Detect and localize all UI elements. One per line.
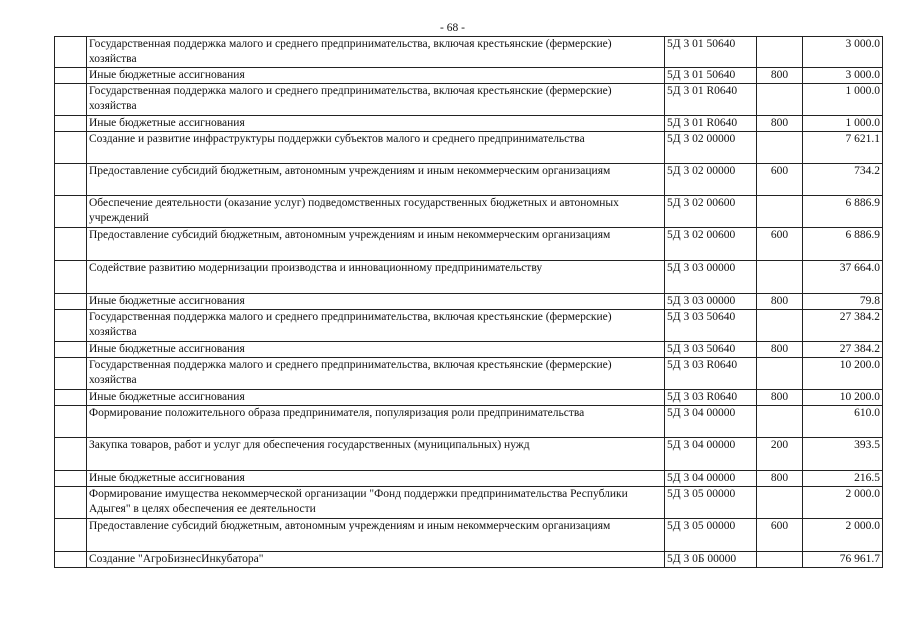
row-amount-cell: 27 384.2 bbox=[803, 342, 883, 358]
row-lead-cell bbox=[55, 471, 87, 487]
budget-table bbox=[54, 36, 883, 568]
table-row bbox=[55, 116, 883, 132]
table-row bbox=[55, 68, 883, 84]
row-lead-cell bbox=[55, 342, 87, 358]
row-type-cell bbox=[757, 358, 803, 390]
row-amount-cell: 6 886.9 bbox=[803, 228, 883, 261]
row-name-cell: Предоставление субсидий бюджетным, автономным учреждениям и иным некоммерческим организациям bbox=[87, 519, 665, 552]
table-row bbox=[55, 84, 883, 116]
row-amount-cell: 216.5 bbox=[803, 471, 883, 487]
row-code-cell: 5Д 3 01 R0640 bbox=[665, 116, 757, 132]
row-type-cell bbox=[757, 261, 803, 294]
row-code-cell: 5Д 3 02 00000 bbox=[665, 164, 757, 196]
table-row bbox=[55, 310, 883, 342]
row-name-cell: Государственная поддержка малого и среднего предпринимательства, включая крестьянские (фермерские) хозяйства bbox=[87, 84, 665, 116]
row-type-cell: 600 bbox=[757, 164, 803, 196]
row-type-cell: 800 bbox=[757, 342, 803, 358]
row-code-cell: 5Д 3 02 00600 bbox=[665, 228, 757, 261]
row-code-cell: 5Д 3 03 00000 bbox=[665, 261, 757, 294]
row-amount-cell: 3 000.0 bbox=[803, 37, 883, 68]
row-amount-cell: 734.2 bbox=[803, 164, 883, 196]
row-code-cell: 5Д 3 04 00000 bbox=[665, 406, 757, 438]
row-lead-cell bbox=[55, 261, 87, 294]
row-amount-cell: 1 000.0 bbox=[803, 84, 883, 116]
row-name-cell: Предоставление субсидий бюджетным, автономным учреждениям и иным некоммерческим организациям bbox=[87, 164, 665, 196]
row-name-cell: Иные бюджетные ассигнования bbox=[87, 390, 665, 406]
row-type-cell bbox=[757, 406, 803, 438]
row-name-cell: Формирование положительного образа предпринимателя, популяризация роли предпринимательства bbox=[87, 406, 665, 438]
row-name-cell: Закупка товаров, работ и услуг для обеспечения государственных (муниципальных) нужд bbox=[87, 438, 665, 471]
row-lead-cell bbox=[55, 406, 87, 438]
row-lead-cell bbox=[55, 358, 87, 390]
row-type-cell: 800 bbox=[757, 68, 803, 84]
row-type-cell: 800 bbox=[757, 471, 803, 487]
table-row bbox=[55, 552, 883, 568]
row-name-cell: Содействие развитию модернизации производства и инновационному предпринимательству bbox=[87, 261, 665, 294]
row-name-cell: Обеспечение деятельности (оказание услуг) подведомственных государственных бюджетных и автономных учреждений bbox=[87, 196, 665, 228]
row-name-cell: Государственная поддержка малого и среднего предпринимательства, включая крестьянские (фермерские) хозяйства bbox=[87, 37, 665, 68]
row-name-cell: Иные бюджетные ассигнования bbox=[87, 116, 665, 132]
budget-table-body bbox=[55, 37, 883, 568]
row-name-cell: Предоставление субсидий бюджетным, автономным учреждениям и иным некоммерческим организациям bbox=[87, 228, 665, 261]
row-amount-cell: 610.0 bbox=[803, 406, 883, 438]
row-code-cell: 5Д 3 03 50640 bbox=[665, 342, 757, 358]
row-amount-cell: 10 200.0 bbox=[803, 390, 883, 406]
row-lead-cell bbox=[55, 196, 87, 228]
row-name-cell: Создание и развитие инфраструктуры поддержки субъектов малого и среднего предпринимательства bbox=[87, 132, 665, 164]
row-type-cell bbox=[757, 487, 803, 519]
row-type-cell bbox=[757, 552, 803, 568]
row-code-cell: 5Д 3 0Б 00000 bbox=[665, 552, 757, 568]
row-code-cell: 5Д 3 04 00000 bbox=[665, 471, 757, 487]
row-lead-cell bbox=[55, 294, 87, 310]
row-type-cell: 600 bbox=[757, 519, 803, 552]
row-code-cell: 5Д 3 01 50640 bbox=[665, 37, 757, 68]
row-lead-cell bbox=[55, 68, 87, 84]
row-name-cell: Государственная поддержка малого и среднего предпринимательства, включая крестьянские (фермерские) хозяйства bbox=[87, 358, 665, 390]
table-row bbox=[55, 261, 883, 294]
row-type-cell bbox=[757, 132, 803, 164]
table-row bbox=[55, 228, 883, 261]
row-type-cell: 600 bbox=[757, 228, 803, 261]
row-type-cell bbox=[757, 37, 803, 68]
row-amount-cell: 37 664.0 bbox=[803, 261, 883, 294]
row-lead-cell bbox=[55, 310, 87, 342]
row-amount-cell: 79.8 bbox=[803, 294, 883, 310]
row-lead-cell bbox=[55, 228, 87, 261]
row-amount-cell: 3 000.0 bbox=[803, 68, 883, 84]
table-row bbox=[55, 390, 883, 406]
row-amount-cell: 76 961.7 bbox=[803, 552, 883, 568]
row-code-cell: 5Д 3 01 R0640 bbox=[665, 84, 757, 116]
table-row bbox=[55, 164, 883, 196]
table-row bbox=[55, 196, 883, 228]
row-lead-cell bbox=[55, 390, 87, 406]
row-amount-cell: 2 000.0 bbox=[803, 519, 883, 552]
row-amount-cell: 6 886.9 bbox=[803, 196, 883, 228]
row-lead-cell bbox=[55, 438, 87, 471]
row-amount-cell: 10 200.0 bbox=[803, 358, 883, 390]
row-amount-cell: 7 621.1 bbox=[803, 132, 883, 164]
table-row bbox=[55, 406, 883, 438]
row-amount-cell: 1 000.0 bbox=[803, 116, 883, 132]
row-code-cell: 5Д 3 03 00000 bbox=[665, 294, 757, 310]
row-amount-cell: 2 000.0 bbox=[803, 487, 883, 519]
row-code-cell: 5Д 3 01 50640 bbox=[665, 68, 757, 84]
row-code-cell: 5Д 3 03 R0640 bbox=[665, 390, 757, 406]
row-name-cell: Иные бюджетные ассигнования bbox=[87, 294, 665, 310]
row-name-cell: Иные бюджетные ассигнования bbox=[87, 68, 665, 84]
table-row bbox=[55, 132, 883, 164]
row-name-cell: Формирование имущества некоммерческой организации "Фонд поддержки предпринимательства Республики Адыгея" в целях обеспечения ее деятельности bbox=[87, 487, 665, 519]
table-row bbox=[55, 519, 883, 552]
row-name-cell: Иные бюджетные ассигнования bbox=[87, 471, 665, 487]
row-type-cell: 200 bbox=[757, 438, 803, 471]
row-code-cell: 5Д 3 05 00000 bbox=[665, 487, 757, 519]
table-row bbox=[55, 438, 883, 471]
row-name-cell: Создание "АгроБизнесИнкубатора" bbox=[87, 552, 665, 568]
row-lead-cell bbox=[55, 132, 87, 164]
row-lead-cell bbox=[55, 487, 87, 519]
row-lead-cell bbox=[55, 164, 87, 196]
row-name-cell: Государственная поддержка малого и среднего предпринимательства, включая крестьянские (фермерские) хозяйства bbox=[87, 310, 665, 342]
row-amount-cell: 393.5 bbox=[803, 438, 883, 471]
row-code-cell: 5Д 3 04 00000 bbox=[665, 438, 757, 471]
row-lead-cell bbox=[55, 519, 87, 552]
row-type-cell: 800 bbox=[757, 116, 803, 132]
row-code-cell: 5Д 3 05 00000 bbox=[665, 519, 757, 552]
row-type-cell: 800 bbox=[757, 390, 803, 406]
row-type-cell bbox=[757, 310, 803, 342]
row-code-cell: 5Д 3 02 00000 bbox=[665, 132, 757, 164]
table-row bbox=[55, 294, 883, 310]
row-lead-cell bbox=[55, 84, 87, 116]
row-code-cell: 5Д 3 02 00600 bbox=[665, 196, 757, 228]
table-row bbox=[55, 471, 883, 487]
row-name-cell: Иные бюджетные ассигнования bbox=[87, 342, 665, 358]
row-type-cell: 800 bbox=[757, 294, 803, 310]
row-lead-cell bbox=[55, 552, 87, 568]
page-number: - 68 - bbox=[440, 22, 465, 34]
row-lead-cell bbox=[55, 116, 87, 132]
row-code-cell: 5Д 3 03 50640 bbox=[665, 310, 757, 342]
row-amount-cell: 27 384.2 bbox=[803, 310, 883, 342]
row-code-cell: 5Д 3 03 R0640 bbox=[665, 358, 757, 390]
table-row bbox=[55, 358, 883, 390]
table-row bbox=[55, 37, 883, 68]
row-type-cell bbox=[757, 196, 803, 228]
table-row bbox=[55, 342, 883, 358]
row-type-cell bbox=[757, 84, 803, 116]
table-row bbox=[55, 487, 883, 519]
row-lead-cell bbox=[55, 37, 87, 68]
